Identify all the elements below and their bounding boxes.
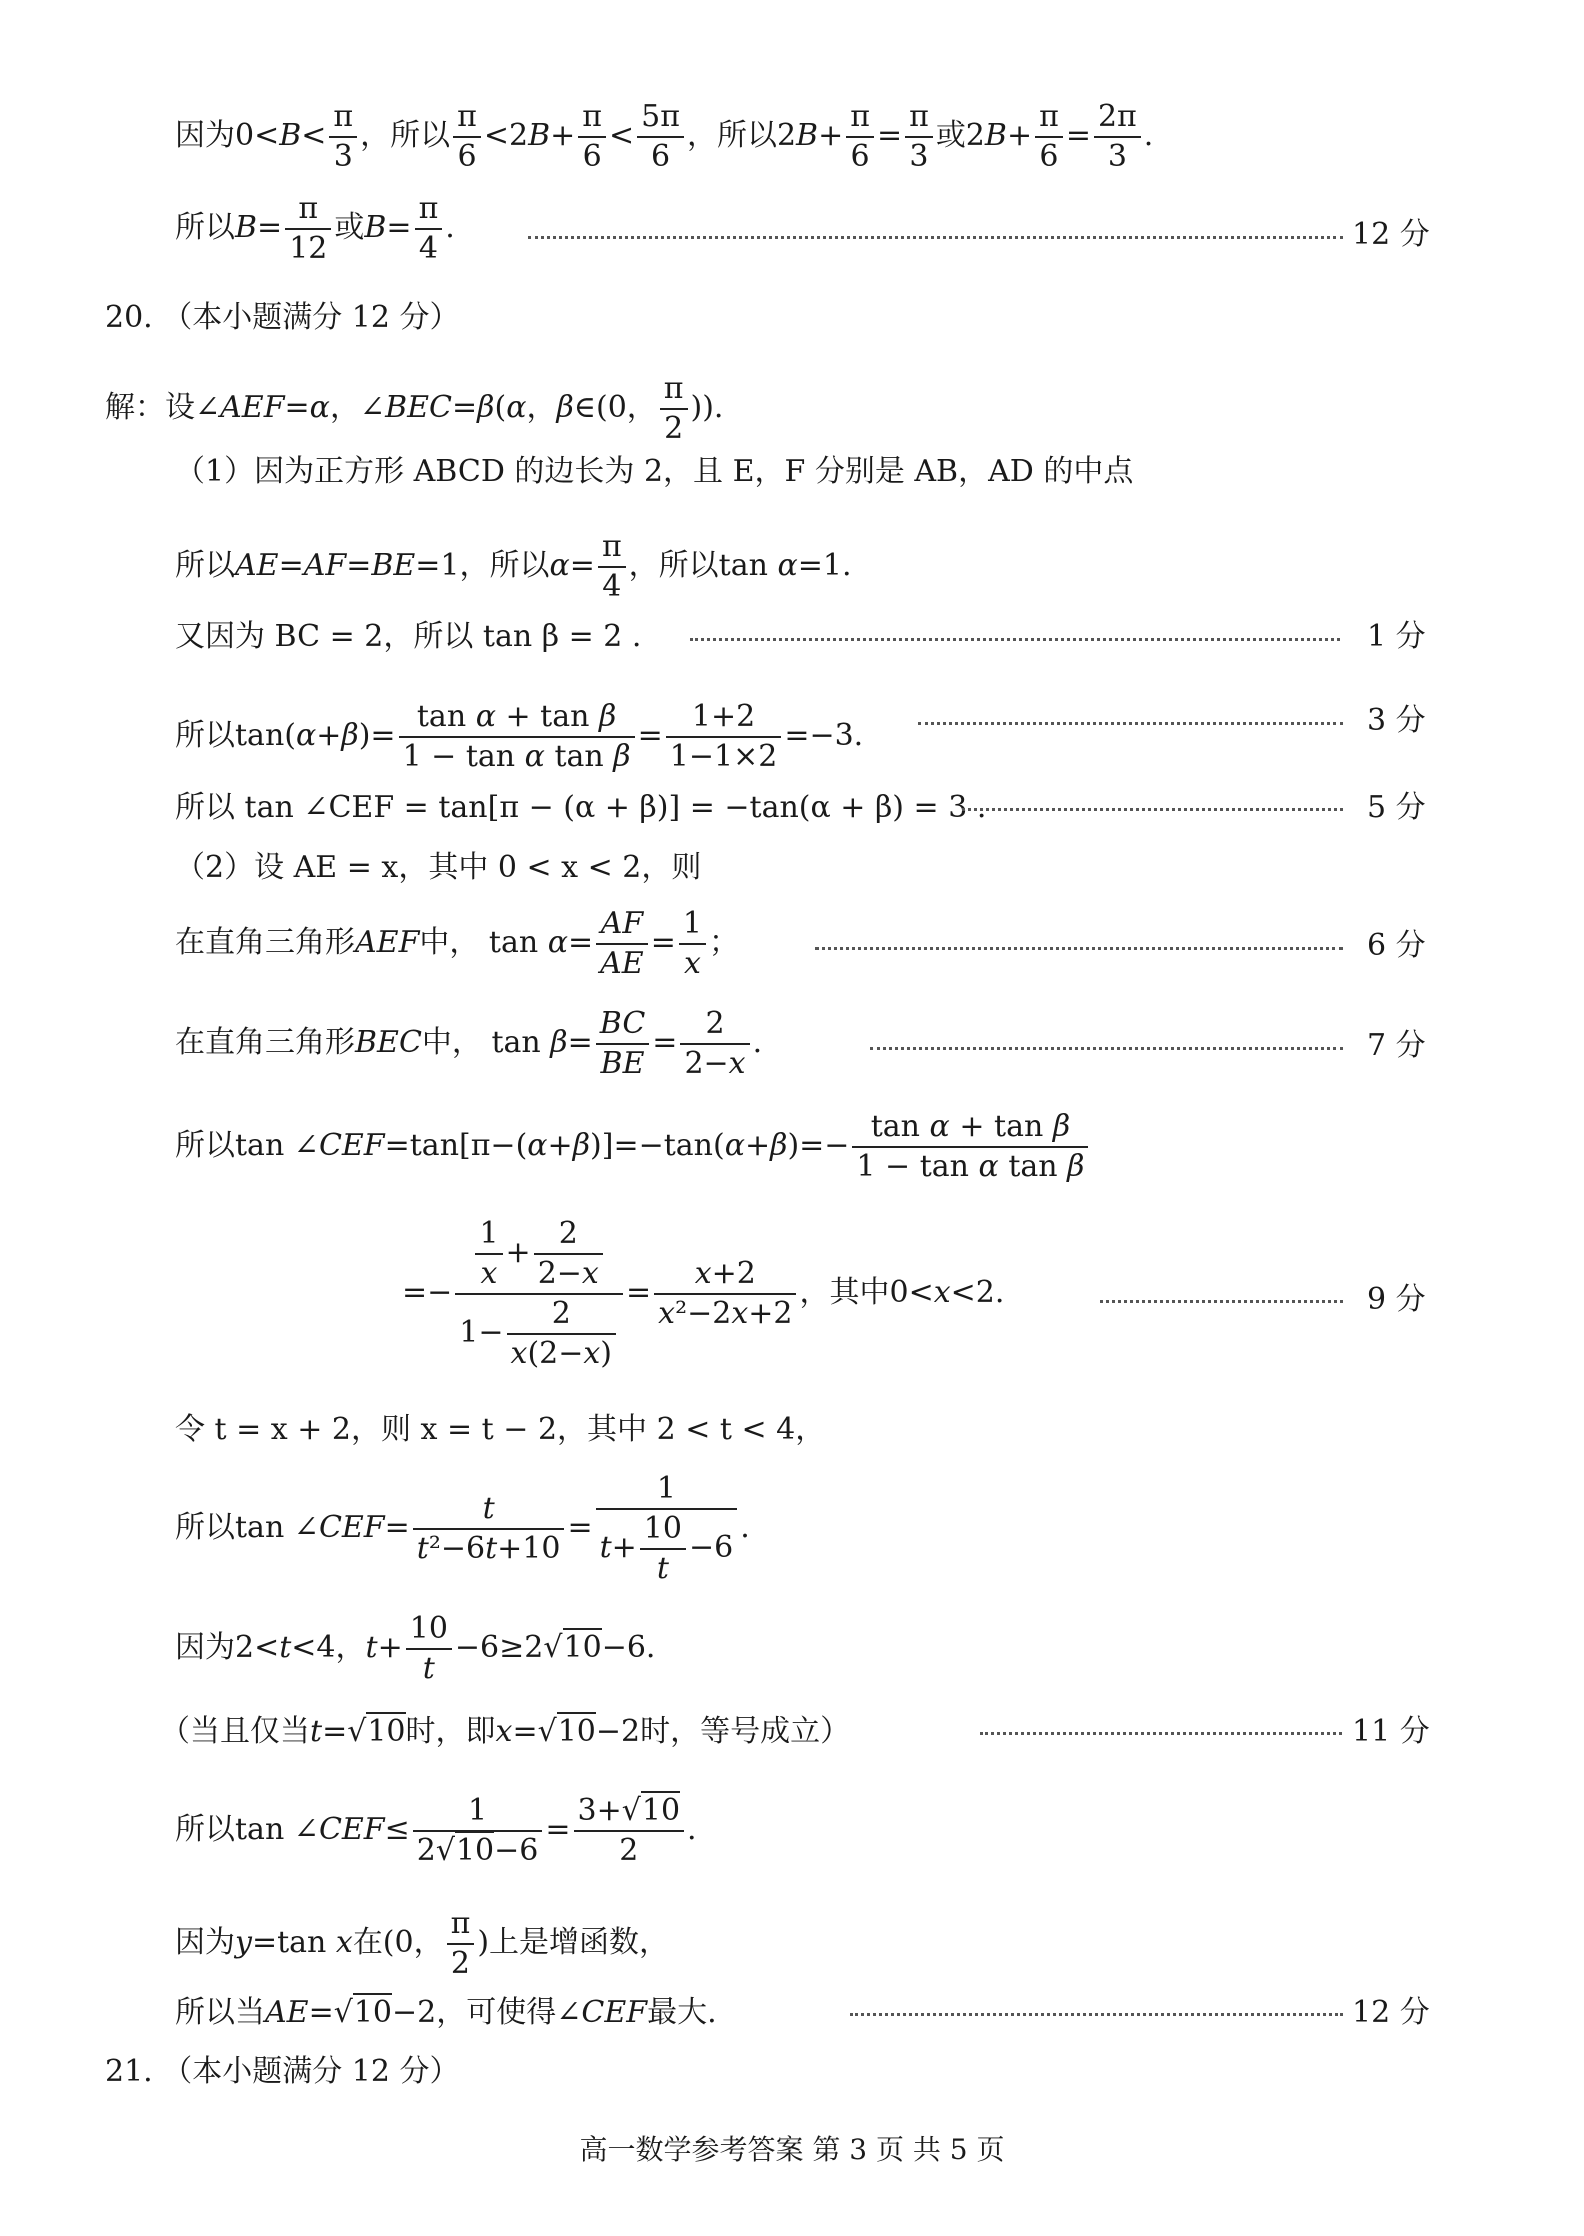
- line-setup: 解：设∠AEF=α，∠BEC=β(α，β∈(0， $\frac{\pi}{2}$ )).: [105, 371, 724, 446]
- line-tan-alpha: 在直角三角形AEF中， tan α= $\frac{AF}{AE}$ = $\frac{1}{x}$ ；: [175, 906, 739, 981]
- score-mark: 12 分: [1352, 1995, 1430, 2030]
- line-tan-sum: 所以tan(α+β)= $\frac{\text{tan α + tan β}}{\text{1 − tan α tan β}}$ = $\frac{1+2}{1-1\times 2}$ =−3.: [175, 699, 864, 774]
- leader-dots: [962, 808, 1343, 811]
- line-tan-cef: 所以 tan ∠CEF = tan[π − (α + β)] = −tan(α + β) = 3 .: [175, 790, 987, 825]
- part-1-intro: （1）因为正方形 ABCD 的边长为 2，且 E，F 分别是 AB，AD 的中点: [175, 454, 1134, 489]
- leader-dots: [815, 947, 1343, 950]
- line-inequality: 因为2<t<4，t+ $\frac{10}{t}$ −6≥2√10−6.: [175, 1611, 656, 1686]
- line-cef-expression: =− $\frac{1}{x}$ + $\frac{2}{2-x}$ 1− $\frac{2}{x(2-x)}$ = $\frac{x+2}{\text{x²−2x+2}}$ ，其中0<x<2.: [402, 1216, 1005, 1371]
- line-cef-general: 所以tan ∠CEF=tan[π−(α+β)]=−tan(α+β)=− $\frac{\text{tan α + tan β}}{\text{1 − tan α tan β}}$: [175, 1108, 1091, 1186]
- line-b-result: 所以B= $\frac{\pi}{12}$ 或B= $\frac{\pi}{4}$ .: [175, 191, 455, 266]
- line-tan-beta-x: 在直角三角形BEC中， tan β= $\frac{BC}{BE}$ = $\frac{2}{2-x}$ .: [175, 1006, 763, 1081]
- score-mark: 9 分: [1367, 1282, 1426, 1317]
- score-mark: 5 分: [1367, 790, 1426, 825]
- leader-dots: [870, 1047, 1343, 1050]
- line-alpha: 所以AE=AF=BE=1，所以α= $\frac{\pi}{4}$ ，所以tan α=1.: [175, 529, 852, 604]
- leader-dots: [690, 638, 1340, 641]
- leader-dots: [1100, 1300, 1343, 1303]
- line-b-range: 因为0<B< $\frac{\pi}{3}$ ，所以 $\frac{\pi}{6}$ <2B+ $\frac{\pi}{6}$ < $\frac{5\pi}{6}$ ，所以2B+ $\frac{\pi}{6}$ = $\frac{\pi}{3}$ 或2B+ $\frac{\pi}{6}$ = $\frac{2\pi}{3}$ .: [175, 99, 1154, 174]
- leader-dots: [850, 2013, 1343, 2016]
- score-mark: 3 分: [1367, 703, 1426, 738]
- question-21-title: 21. （本小题满分 12 分）: [105, 2054, 460, 2089]
- score-mark: 1 分: [1367, 619, 1426, 654]
- page-footer: 高一数学参考答案 第 3 页 共 5 页: [579, 2133, 1005, 2166]
- line-max-value: 所以tan ∠CEF≤ $\frac{1}{2√10-6}$ = $\frac{3+√10}{2}$ .: [175, 1793, 697, 1868]
- leader-dots: [918, 722, 1343, 725]
- score-mark: 11 分: [1352, 1714, 1430, 1749]
- leader-dots: [980, 1732, 1342, 1735]
- question-20-title: 20. （本小题满分 12 分）: [105, 300, 460, 335]
- line-increasing: 因为y=tan x在(0， $\frac{\pi}{2}$ )上是增函数，: [175, 1906, 670, 1981]
- score-mark: 12 分: [1352, 217, 1430, 252]
- line-conclusion: 所以当AE=√10−2，可使得∠CEF最大.: [175, 1995, 717, 2030]
- part-2-intro: （2）设 AE = x，其中 0 < x < 2，则: [175, 850, 702, 885]
- score-mark: 6 分: [1367, 928, 1426, 963]
- line-tan-beta: 又因为 BC = 2，所以 tan β = 2 .: [175, 619, 642, 654]
- leader-dots: [528, 236, 1343, 239]
- score-mark: 7 分: [1367, 1028, 1426, 1063]
- line-equality-condition: （当且仅当t=√10时，即x=√10−2时，等号成立）: [160, 1714, 851, 1749]
- line-substitution: 令 t = x + 2，则 x = t − 2，其中 2 < t < 4，: [175, 1412, 826, 1447]
- line-cef-in-t: 所以tan ∠CEF= $\frac{t}{\text{t²−6t+10}}$ = 1 t+ $\frac{10}{t}$ −6 .: [175, 1471, 750, 1586]
